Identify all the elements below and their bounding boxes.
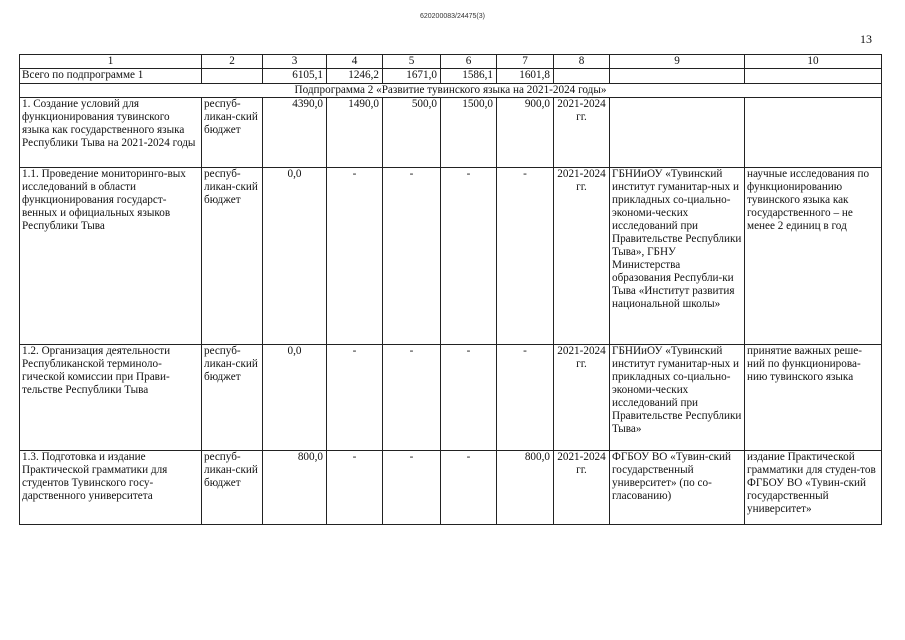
table-cell: издание Практической грамматики для студен-тов ФГБОУ ВО «Тувин-ский государственный университет»: [745, 451, 882, 525]
table-cell: 2021-2024 гг.: [554, 168, 610, 345]
column-number-row: [20, 55, 882, 69]
table-cell: 1.2. Организация деятельности Республиканской терминоло-гической комиссии при Прави-тельстве Республики Тыва: [20, 345, 202, 451]
table-cell: 2021-2024 гг.: [554, 451, 610, 525]
table-row: [20, 345, 882, 451]
table-cell: ГБНИиОУ «Тувинский институт гуманитар-ных и прикладных со-циально-экономи-ческих исследований при Правительстве Республики Тыва», ГБНУ Министерства образования Республи-ки Тыва «Институт развития национальной школы»: [610, 168, 745, 345]
table-cell: 2021-2024 гг.: [554, 345, 610, 451]
column-header: 3: [263, 55, 327, 69]
table-cell: 2021-2024 гг.: [554, 98, 610, 168]
subprogram-row: [20, 84, 882, 98]
table-cell: 500,0: [383, 98, 441, 168]
table-cell: 0,0: [263, 168, 327, 345]
table-cell: [554, 69, 610, 84]
column-header: 8: [554, 55, 610, 69]
table-cell: принятие важных реше-ний по функционирова-нию тувинского языка: [745, 345, 882, 451]
column-header: 6: [441, 55, 497, 69]
table-cell: респуб-ликан-ский бюджет: [202, 98, 263, 168]
table-cell: -: [441, 451, 497, 525]
table-cell: респуб-ликан-ский бюджет: [202, 345, 263, 451]
table-cell: ФГБОУ ВО «Тувин-ский государственный университет» (по со-гласованию): [610, 451, 745, 525]
column-header: 9: [610, 55, 745, 69]
column-header: 1: [20, 55, 202, 69]
table-cell: -: [383, 168, 441, 345]
column-header: 5: [383, 55, 441, 69]
table-cell: 800,0: [263, 451, 327, 525]
table-row: [20, 451, 882, 525]
table-cell: -: [497, 345, 554, 451]
program-table: [19, 54, 882, 525]
table-cell: 1601,8: [497, 69, 554, 84]
table-row: [20, 98, 882, 168]
table-cell: 1.3. Подготовка и издание Практической грамматики для студентов Тувинского госу-дарственного университета: [20, 451, 202, 525]
table-cell: 1490,0: [327, 98, 383, 168]
column-header: 4: [327, 55, 383, 69]
table-cell: респуб-ликан-ский бюджет: [202, 168, 263, 345]
table-row: [20, 168, 882, 345]
table-cell: 1.1. Проведение мониторинго-вых исследований в области функционирования государст-венных и официальных языков Республики Тыва: [20, 168, 202, 345]
table-cell: ГБНИиОУ «Тувинский институт гуманитар-ных и прикладных со-циально-экономи-ческих исследований при Правительстве Республики Тыва»: [610, 345, 745, 451]
table-cell: 1671,0: [383, 69, 441, 84]
table-cell: -: [327, 345, 383, 451]
table-cell: [610, 69, 745, 84]
table-cell: [202, 69, 263, 84]
table-cell: -: [383, 345, 441, 451]
table-cell: 1246,2: [327, 69, 383, 84]
table-cell: 900,0: [497, 98, 554, 168]
table-cell: 4390,0: [263, 98, 327, 168]
table-cell: -: [497, 168, 554, 345]
table-cell: 0,0: [263, 345, 327, 451]
document-id: 620200083/24475(3): [419, 13, 485, 20]
subprogram-title: Подпрограмма 2 «Развитие тувинского языка на 2021-2024 годы»: [20, 84, 882, 98]
table-cell: -: [441, 345, 497, 451]
column-header: 2: [202, 55, 263, 69]
total-label: Всего по подпрограмме 1: [20, 69, 202, 84]
table-cell: респуб-ликан-ский бюджет: [202, 451, 263, 525]
page-number: 13: [860, 32, 872, 46]
table-cell: [745, 98, 882, 168]
table-cell: -: [327, 168, 383, 345]
table-cell: 1586,1: [441, 69, 497, 84]
table-cell: 6105,1: [263, 69, 327, 84]
table-cell: [610, 98, 745, 168]
table-cell: 1. Создание условий для функционирования тувинского языка как государственного языка Республики Тыва на 2021-2024 годы: [20, 98, 202, 168]
table-cell: [745, 69, 882, 84]
table-cell: -: [327, 451, 383, 525]
table-cell: 1500,0: [441, 98, 497, 168]
column-header: 10: [745, 55, 882, 69]
table-cell: -: [441, 168, 497, 345]
table-cell: -: [383, 451, 441, 525]
table-cell: 800,0: [497, 451, 554, 525]
table-cell: научные исследования по функционированию тувинского языка как государственного – не менее 2 единиц в год: [745, 168, 882, 345]
column-header: 7: [497, 55, 554, 69]
total-row: [20, 69, 882, 84]
